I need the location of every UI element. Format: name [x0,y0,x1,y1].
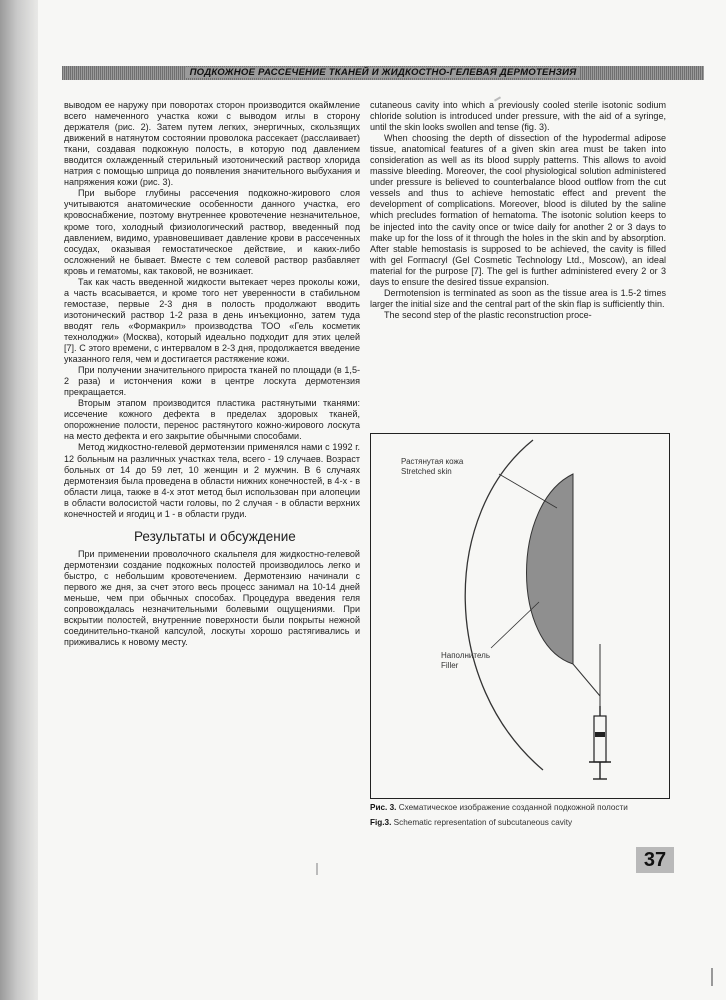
syringe-icon [589,706,611,779]
paragraph: The second step of the plastic reconstruction proce- [384,309,592,320]
running-header-title: ПОДКОЖНОЕ РАССЕЧЕНИЕ ТКАНЕЙ И ЖИДКОСТНО-ГЕЛЕВАЯ ДЕРМОТЕНЗИЯ [186,67,581,78]
caption-en-text: Schematic representation of subcutaneous cavity [393,817,573,827]
label-stretched-skin-en: Stretched skin [401,467,452,476]
label-filler-en: Filler [441,661,459,670]
scan-mark [711,968,713,986]
subcutaneous-cavity-diagram [371,434,669,798]
running-header [62,66,704,80]
section-title: Результаты и обсуждение [134,528,296,544]
paragraph: выводом ее наружу при поворотах сторон производится окаймление всего намеченного участка кожи с выводом иглы в сторону держателя (рис. 2). Затем путем легких, энергичных, скользящих движений в натянутом состоянии проволока рассекает (расслаивает) ткани, создавая подкожную полость, в которую под давлением вводится охлажденный стерильный изотонический раствор хлорида натрия с помощью шприца до появления значительного выбухания и напряжения кожи (рис. 3). [64,100,360,188]
paragraph: cutaneous cavity into which a previously cooled sterile isotonic sodium chloride solution is introduced under pressure, with the aid of a syringe, until the skin looks swollen and tense (fig. 3). [370,100,666,133]
caption-ru-prefix: Рис. 3. [370,803,397,812]
label-stretched-skin [401,457,463,477]
skin-label-leader [499,474,557,508]
figure-3-box [370,433,670,799]
paragraph: Метод жидкостно-гелевой дермотензии применялся нами с 1992 г. 12 больным на различных участках тела, всего - 19 случаев. Возраст больных от 14 до 59 лет, 10 женщин и 2 мужчин. В 6 случаях дермотензия была проведена в области нижних конечностей, в 4-х - в области лица, также в 4-х этот метод был использован при алопеции в области волосистой части головы, по 2 случая - в области верхних конечностей и ягодиц и 1 - в области груди. [64,442,360,519]
paragraph: Так как часть введенной жидкости вытекает через проколы кожи, а часть всасывается, и кроме того нет уверенности в стабильном гемостазе, первые 2-3 дня в полость продолжают вводить изотонический раствор 1-2 раза в день инъекционно, затем туда вводят гель «Формакрил» производства ТОО «Гель косметик технолоджи» (Москва), который идеально подходит для этих целей [7]. С этого времени, с интервалом в 2-3 дня, продолжается введение указанного геля, чем и достигается растяжение кожи. [64,276,360,365]
paragraph: При выборе глубины рассечения подкожно-жирового слоя учитываются анатомические особенности данного участка, его кровоснабжение, поэтому внутреннее кровотечение незначительное, кроме того, холодный физиологический раствор, введенный под давлением, видимо, уравновешивает давление крови в рассеченных сосудах, оказывая гемостатическое действие, и каких-либо осложнений не бывает. Вместе с тем солевой раствор разбавляет кровь и гематомы, как таковой, не возникает. [64,188,360,276]
caption-en-prefix: Fig.3. [370,817,392,827]
filler-cavity-shape [527,474,574,664]
label-stretched-skin-ru: Растянутая кожа [401,457,464,466]
left-column-russian [64,100,360,648]
paragraph: Вторым этапом производится пластика растянутыми тканями: иссечение кожного дефекта в пределах здоровых тканей, опорожнение полости, перенос растянутого кожно-жирового лоскута на место дефекта и его закрытие обычными способами. [64,398,360,442]
book-spine-shadow [0,0,38,1000]
paragraph: Dermotension is terminated as soon as the tissue area is 1.5-2 times larger the initial size and the central part of the skin flap is sufficiently thin. [370,287,666,309]
scan-mark [316,863,318,875]
page-number: 37 [636,847,674,873]
figure-caption [370,803,670,828]
paragraph: При получении значительного прироста тканей по площади (в 1,5-2 раза) и истончения кожи в центре лоскута дермотензия прекращается. [64,365,360,398]
label-filler-ru: Наполнитель [441,651,490,660]
caption-ru-text: Схематическое изображение созданной подкожной полости [398,803,628,812]
label-filler [441,651,490,671]
right-column-english [370,100,666,321]
needle-tip-line [573,664,600,696]
caption-english [370,818,670,829]
paragraph: When choosing the depth of dissection of the hypodermal adipose tissue, anatomical features of a given skin area must be taken into consideration as well as its blood supply patterns. This allows to avoid massive bleeding. Moreover, the cool physiological solution administered under pressure is believed to counterbalance blood outflow from the cut vessels and thus to achieve hemostatic effect and prevent the development of complications. Moreover, blood is diluted by the saline which precludes formation of hematoma. The isotonic solution keeps to be injected into the cavity once or twice daily for another 2 or 3 days to make up for the loss of it through the holes in the skin and by absorption. After stable hemostasis is supposed to be achieved, the cavity is filled with gel Formacryl (Gel Cosmetic Technology Ltd., Moscow), an ideal material for the purpose [7]. The gel is further administered every 2 or 3 days to ensure the desired tissue expansion. [370,133,666,287]
filler-label-leader [491,602,539,648]
caption-russian [370,803,670,814]
page [38,0,726,1000]
paragraph: При применении проволочного скальпеля для жидкостно-гелевой дермотензии создание подкожных полостей производилось легко и быстро, с небольшим кровотечением. Дермотензию начинали с первого же дня, за счет этого весь процесс занимал на 10-14 дней меньше, чем при обычных способах. Процедура введения геля сопровождалась незначительными болевыми ощущениями. При вскрытии полостей, внутренние поверхности были покрыты нежной соединительно-тканой капсулой, лоскуты хорошо растягивались и приживались к новому месту. [64,548,360,648]
